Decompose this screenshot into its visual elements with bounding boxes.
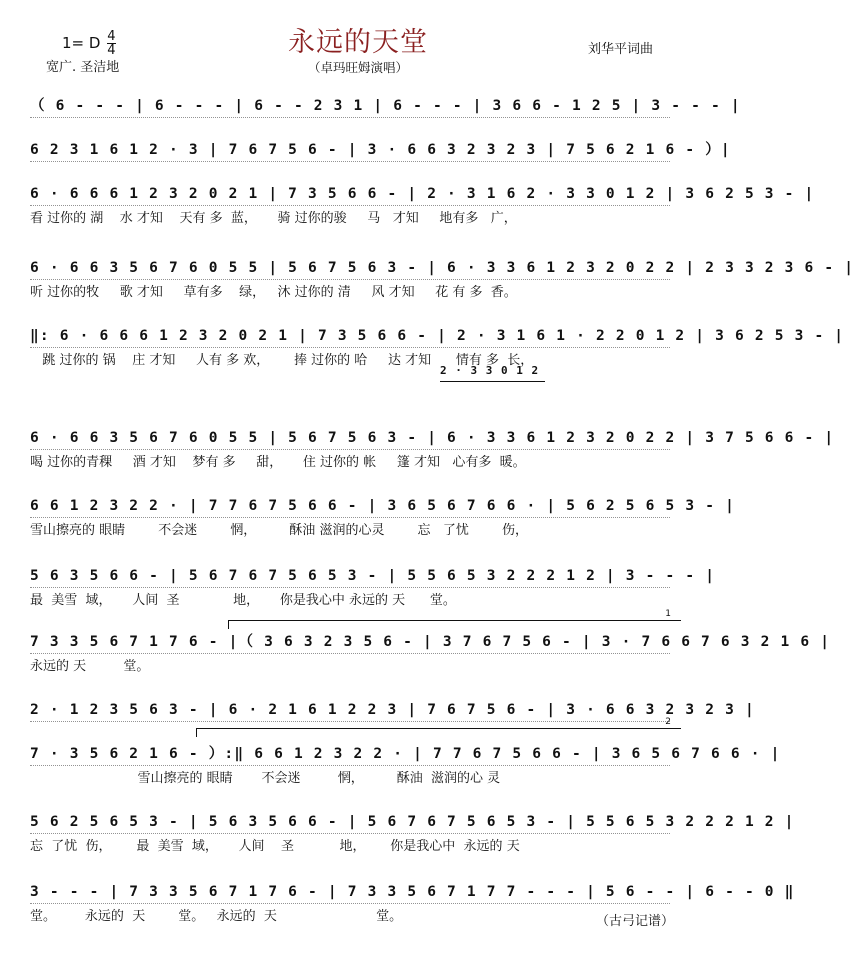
beam-line [30,587,670,588]
beam-line [30,347,670,348]
volta-1-label: 1 [665,609,671,619]
beam-line [30,279,670,280]
lyrics-line: 最 美雪 域， 人间 圣 地， 你是我心中 永远的 天 堂。 [30,593,456,608]
notation-line: 5 6 3 5 6 6 - | 5 6 7 6 7 5 6 5 3 - | 5 5 6 5 3 2 2 2 1 2 | 3 - - - | [30,568,716,584]
beam-line [30,161,670,162]
score-row [30,140,731,160]
beam-line [30,833,670,834]
notation-line: （ 6 - - - | 6 - - - | 6 - - 2 3 1 | 6 - - - | 3 6 6 - 1 2 5 | 3 - - - | [30,98,741,114]
lyrics-line: 喝 过你的青稞 酒 才知 梦有 多 甜， 住 过你的 帐 篷 才知 心有多 暖。 [30,455,526,470]
score-row [30,632,831,676]
lyrics-line: 堂。 永远的 天 堂。 永远的 天 堂。 [30,909,403,924]
notation-line: 5 6 2 5 6 5 3 - | 5 6 3 5 6 6 - | 5 6 7 6 7 5 6 5 3 - | 5 5 6 5 3 2 2 2 1 2 | [30,814,795,830]
notation-line: ‖: 6 · 6 6 6 1 2 3 2 0 2 1 | 7 3 5 6 6 - | 2 · 3 1 6 1 · 2 2 0 1 2 | 3 6 2 5 3 - | [30,328,845,344]
score-row [30,882,795,926]
lyrics-line: 雪山擦亮的 眼睛 不会迷 惘， 酥油 滋润的心灵 忘 了忧 伤， [30,523,528,538]
volta-1 [228,609,681,629]
beam-line [30,653,670,654]
notation-line: 7 3 3 5 6 7 1 7 6 - |（ 3 6 3 2 3 5 6 - | 3 7 6 7 5 6 - | 3 · 7 6 6 7 6 3 2 1 6 | [30,634,831,650]
lyrics-line: 跳 过你的 锅 庄 才知 人有 多 欢， 捧 过你的 哈 达 才知 情有 多 长， [30,353,534,368]
tempo-mood: 宽广. 圣洁地 [46,60,120,75]
song-title: 永远的天堂 [288,27,428,58]
volta-2 [196,717,681,737]
score-row [30,496,736,540]
score-row [30,812,795,856]
time-signature-top: 4 [107,29,116,44]
beam-line [30,721,670,722]
beam-line [30,449,670,450]
lyrics-line: 看 过你的 湖 水 才知 天有 多 蓝， 骑 过你的骏 马 才知 地有多 广， [30,211,517,226]
notation-line: 6 · 6 6 3 5 6 7 6 0 5 5 | 5 6 7 5 6 3 - | 6 · 3 3 6 1 2 3 2 0 2 2 | 2 3 3 2 3 6 - | [30,260,854,276]
notation-line: 6 · 6 6 3 5 6 7 6 0 5 5 | 5 6 7 5 6 3 - | 6 · 3 3 6 1 2 3 2 0 2 2 | 3 7 5 6 6 - | [30,430,835,446]
beam-line [30,117,670,118]
score-row [30,184,815,228]
composer-credit: 刘华平词曲 [588,42,654,57]
notation-line: 6 6 1 2 3 2 2 · | 7 7 6 7 5 6 6 - | 3 6 5 6 7 6 6 · | 5 6 2 5 6 5 3 - | [30,498,736,514]
lyrics-line: 听 过你的牧 歌 才知 草有多 绿， 沐 过你的 清 风 才知 花 有 多 香。 [30,285,517,300]
notation-line: 7 · 3 5 6 2 1 6 - ）:‖ 6 6 1 2 3 2 2 · | 7 7 6 7 5 6 6 - | 3 6 5 6 7 6 6 · | [30,746,781,762]
score-row [30,428,835,472]
singer-credit: （卓玛旺姆演唱） [307,60,408,75]
transcriber-credit: （古弓记谱） [596,914,675,929]
time-signature-bottom: 4 [107,43,116,58]
volta-2-label: 2 [665,717,671,727]
notation-line: 6 · 6 6 6 1 2 3 2 0 2 1 | 7 3 5 6 6 - | 2 · 3 1 6 2 · 3 3 0 1 2 | 3 6 2 5 3 - | [30,186,815,202]
notation-line: 3 - - - | 7 3 3 5 6 7 1 7 6 - | 7 3 3 5 6 7 1 7 7 - - - | 5 6 - - | 6 - - 0 ‖ [30,884,795,900]
notation-line: 2 · 1 2 3 5 6 3 - | 6 · 2 1 6 1 2 2 3 | 7 6 7 5 6 - | 3 · 6 6 3 2 3 2 3 | [30,702,755,718]
lyrics-line: 雪山擦亮的 眼睛 不会迷 惘， 酥油 滋润的心 灵 [30,771,501,786]
ossia-beam [440,381,545,382]
score-row [30,258,854,302]
score-row [30,326,845,370]
notation-line: 6 2 3 1 6 1 2 · 3 | 7 6 7 5 6 - | 3 · 6 6 3 2 3 2 3 | 7 5 6 2 1 6 - ）| [30,142,731,158]
beam-line [30,903,670,904]
beam-line [30,205,670,206]
beam-line [30,517,670,518]
lyrics-line: 忘 了忧 伤， 最 美雪 域， 人间 圣 地， 你是我心中 永远的 天 [30,839,520,854]
key-label: 1= D [62,34,101,52]
score-row [30,744,781,788]
score-row [30,700,755,720]
lyrics-line: 永远的 天 堂。 [30,659,150,674]
score-row [30,566,716,610]
beam-line [30,765,670,766]
ossia-notes: 2 · 3 3 0 1 2 [440,364,540,377]
score-row [30,96,741,116]
